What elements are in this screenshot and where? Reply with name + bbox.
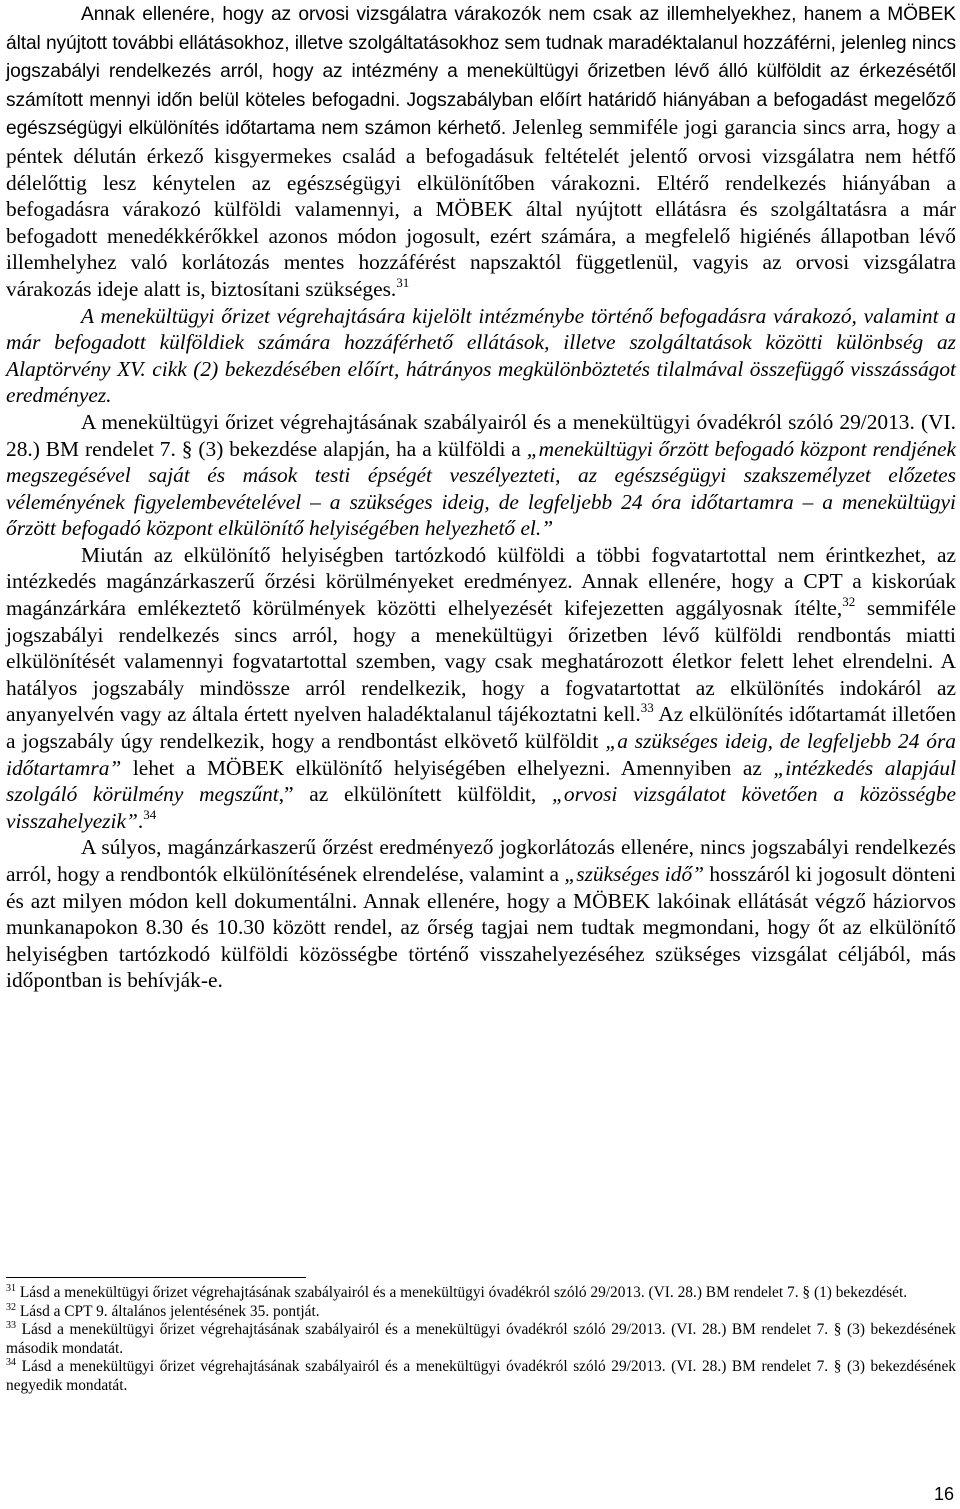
footnote-number: 33 <box>6 1320 16 1332</box>
footnotes <box>6 1284 956 1396</box>
paragraph-1-serif-part-2: Eltérő rendelkezés hiányában a befogadásra várakozó külföldi valamennyi, a MÖBEK által nyújtott ellátásra és szolgáltatásra a már befogadott menedékkérőkkel azonos módon jogosult, ezért számára, a megfelelő higiénés állapotban lévő illemhelyhez való korlátozás mentes hozzáférést napszaktól függetlenül, vagyis az orvosi vizsgálatra várakozás ideje alatt is, biztosítani szükséges. <box>6 170 957 301</box>
paragraph-5-text-a: A súlyos, magánzárkaszerű őrzést eredményező jogkorlátozás ellenére, nincs jogszabályi rendelkezés arról, hogy a rendbontók elkülönítésének elrendelése, valamint a <box>6 835 956 886</box>
footnote-number: 34 <box>6 1357 16 1369</box>
footnote-ref-32[interactable]: 32 <box>842 594 856 610</box>
paragraph-2-finding <box>6 303 956 409</box>
footnote-34 <box>6 1358 956 1395</box>
document-page <box>6 0 956 994</box>
page-number: 16 <box>933 1484 954 1504</box>
paragraph-2-text: A menekültügyi őrizet végrehajtására kijelölt intézménybe történő befogadásra várakozó, valamint a már befogadott külföldiek számára hozzáférhető ellátások, illetve szolgáltatások közötti különbség az Alaptörvény XV. cikk (2) bekezdésében előírt, hátrányos megkülönböztetés tilalmával összefüggő visszásságot eredményez. <box>6 303 956 408</box>
paragraph-4-text-f: . <box>137 808 144 833</box>
paragraph-3-text: A menekültügyi őrizet végrehajtásának szabályairól és a menekültügyi óvadékról szóló 29/2013. (VI. 28.) BM rendelet 7. § (3) bekezdése alapján, ha a külföldi a <box>6 409 956 461</box>
footnote-number: 31 <box>6 1283 16 1294</box>
footnote-ref-33[interactable]: 33 <box>640 700 654 716</box>
paragraph-1-sans-part-2: Jogszabályban előírt határidő hiányában a befogadást megelőző egészségügyi elkülönítés időtartama nem számon kérhető. <box>6 89 956 140</box>
paragraph-4-text-c: Az elkülönítés időtartamát illetően a jogszabály úgy rendelkezik, hogy a rendbontást elkövető külföldit <box>6 702 957 754</box>
paragraph-4-quote-2: „intézkedés alapjául szolgáló körülmény megszűnt <box>6 755 957 807</box>
paragraph-4-text-e: ,” az elkülönített külföldit, <box>278 782 552 807</box>
paragraph-5 <box>6 834 956 994</box>
footnote-text: Lásd a CPT 9. általános jelentésének 35. pontját. <box>16 1302 320 1320</box>
footnote-32 <box>6 1303 956 1322</box>
footnote-text: Lásd a menekültügyi őrizet végrehajtásának szabályairól és a menekültügyi óvadékról szóló 29/2013. (VI. 28.) BM rendelet 7. § (3) bekezdésének negyedik mondatát. <box>6 1358 956 1394</box>
footnote-number: 32 <box>6 1301 16 1313</box>
document-body <box>6 0 956 994</box>
footnote-33 <box>6 1321 956 1358</box>
paragraph-1-sans-part: Annak ellenére, hogy az orvosi vizsgálatra várakozók nem csak az illemhelyekhez, hanem a MÖBEK által nyújtott további ellátásokhoz, illetve szolgáltatásokhoz sem tudnak maradéktalanul hozzáférni, jelenleg nincs jogszabályi rendelkezés arról, hogy az intézmény a menekültügyi őrizetben lévő álló külföldit az érkezésétől számított mennyi időn belül köteles befogadni. <box>6 4 956 111</box>
paragraph-4-quote-3: „orvosi vizsgálatot követően a közösségbe visszahelyezik” <box>6 782 956 833</box>
paragraph-4-quote-1: „a szükséges ideig, de legfeljebb 24 óra időtartamra” <box>6 729 956 780</box>
paragraph-1 <box>6 0 956 303</box>
footnote-text: Lásd a menekültügyi őrizet végrehajtásának szabályairól és a menekültügyi óvadékról szóló 29/2013. (VI. 28.) BM rendelet 7. § (1) bekezdését. <box>16 1284 908 1301</box>
paragraph-1-serif-part: Jelenleg semmiféle jogi garancia sincs arra, hogy a péntek délután érkező kisgyermekes család a befogadásuk feltételét jelentő orvosi vizsgálatra nem hétfő délelőttig lesz kénytelen az egészségügyi elkülönítőben várakozni. <box>6 115 956 195</box>
footnote-ref-34[interactable]: 34 <box>143 806 157 822</box>
footnote-31 <box>6 1284 956 1303</box>
paragraph-5-text-b: hosszáról ki jogosult dönteni és azt milyen módon kell dokumentálni. Annak ellenére, hogy a MÖBEK lakóinak ellátását végző háziorvos munkanapokon 8.30 és 10.30 között rendel, az őrség tagjai nem tudtak megmondani, hogy őt az elkülönítő helyiségben tartózkodó külföldi közösségbe történő visszahelyezéséhez szükséges vizsgálat céljából, más időpontban is behívják-e. <box>6 862 956 993</box>
paragraph-5-quote: „szükséges idő” <box>564 862 705 886</box>
paragraph-3-quote: „menekültügyi őrzött befogadó központ rendjének megszegésével saját és mások testi épségét veszélyezteti, az egészségügyi szakszemélyzet előzetes véleményének figyelembevételével – a szükséges ideig, de legfeljebb 24 óra időtartamra – a menekültügyi őrzött befogadó központ elkülönítő helyiségében helyezhető el.” <box>6 436 956 541</box>
footnote-separator <box>6 1277 306 1278</box>
paragraph-4-text-b: semmiféle jogszabályi rendelkezés sincs arról, hogy a menekültügyi őrizetben lévő külföldi rendbontás miatti elkülönítését valamennyi fogvatartottal szemben, vagy csak meghatározott életkor felett lehet elrendelni. A hatályos jogszabály mindössze arról rendelkezik, hogy a fogvatartottat az elkülönítés indokáról az anyanyelvén vagy az általa értett nyelven haladéktalanul tájékoztatni kell. <box>6 596 956 727</box>
paragraph-4 <box>6 542 956 835</box>
footnote-text: Lásd a menekültügyi őrizet végrehajtásának szabályairól és a menekültügyi óvadékról szóló 29/2013. (VI. 28.) BM rendelet 7. § (3) bekezdésének második mondatát. <box>6 1321 956 1357</box>
paragraph-4-text-a: Miután az elkülönítő helyiségben tartózkodó külföldi a többi fogvatartottal nem érintkezhet, az intézkedés magánzárkaszerű őrzési körülményeket eredményez. Annak ellenére, hogy a CPT a kiskorúak magánzárkára emlékeztető körülmények közötti elhelyezését kifejezetten aggályosnak ítélte, <box>6 542 956 621</box>
paragraph-3 <box>6 409 956 542</box>
paragraph-4-text-d: lehet a MÖBEK elkülönítő helyiségében elhelyezni. Amennyiben az <box>121 755 774 780</box>
footnote-ref-31[interactable]: 31 <box>396 274 410 290</box>
